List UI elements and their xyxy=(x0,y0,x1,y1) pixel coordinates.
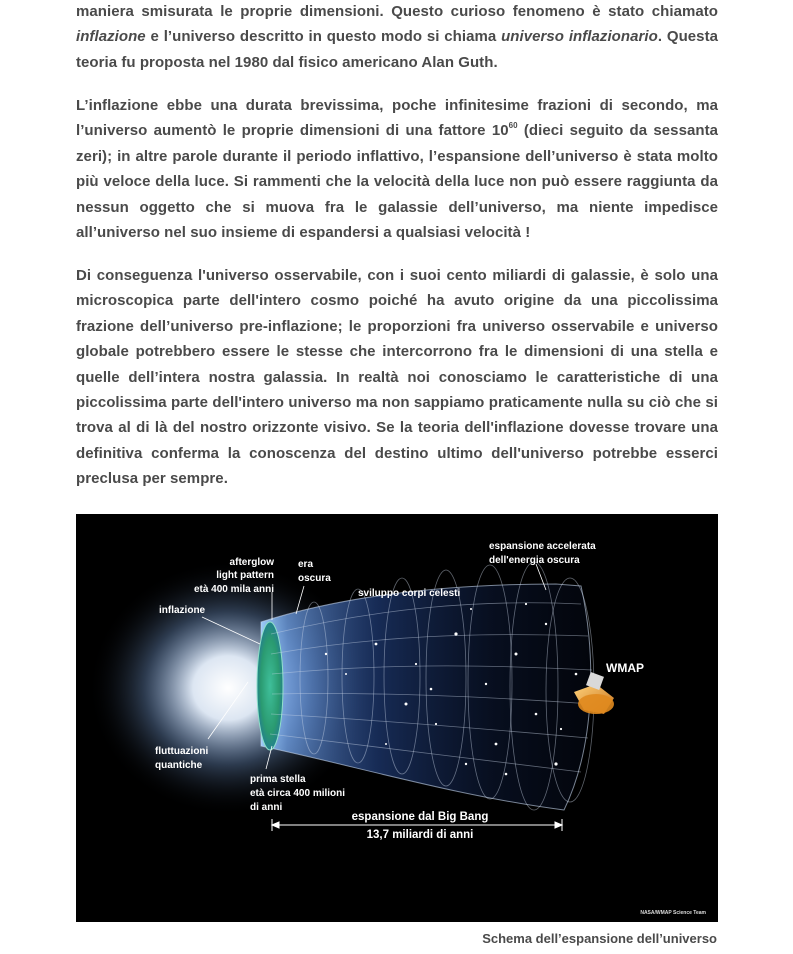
text-run: . Questa teoria fu proposta nel 1980 dal fisico americano Alan Guth. xyxy=(76,28,719,71)
emphasis-inflazione: inflazione xyxy=(76,28,146,46)
figure-caption: Schema dell’espansione dell’universo xyxy=(482,931,717,946)
label-afterglow: afterglow xyxy=(229,557,274,568)
label-era-oscura: oscura xyxy=(298,573,331,584)
label-fluttuazioni: fluttuazioni xyxy=(155,746,209,757)
text-run: e l’universo descritto in questo modo si chiama xyxy=(145,28,502,46)
diagram-canvas xyxy=(76,514,718,922)
label-eta-400-milioni: età circa 400 milioni xyxy=(250,788,346,799)
universe-expansion-diagram xyxy=(76,514,718,922)
label-espansione-accelerata: espansione accelerata xyxy=(489,541,596,552)
label-quantiche: quantiche xyxy=(155,760,203,771)
text-run: L’inflazione ebbe una durata brevissima, poche infinitesime frazioni di secondo, ma l’universo aumentò le proprie dimensioni di una fattore 10 xyxy=(76,97,718,140)
label-era: era xyxy=(298,559,314,570)
label-afterglow-age: età 400 mila anni xyxy=(193,584,274,595)
paragraph-observable-universe: Di conseguenza l'universo osservabile, con i suoi cento miliardi di galassie, è solo una microscopica parte dell'intero cosmo poiché ha avuto origine da una piccolissima frazione dell’universo pre-inflazione; le proporzioni fra universo osservabile e universo globale potrebbero essere le stesse che intercorrono fra le dimensioni di una stella e quelle dell’intera nostra galassia. In realtà noi conosciamo le caratteristiche di una piccolissima parte dell'intero universo ma non sappiamo praticamente nulla su ciò che si trova al di là del nostro orizzonte visivo. Se la teoria dell'inflazione dovesse trovare una definitiva conferma la conoscenza del destino ultimo dell'universo potrebbe esserci preclusa per sempre. xyxy=(76,267,718,488)
label-di-anni: di anni xyxy=(250,802,283,813)
exponent: 60 xyxy=(508,121,518,131)
label-prima-stella: prima stella xyxy=(250,774,306,785)
label-wmap: WMAP xyxy=(606,661,644,675)
emphasis-universo-inflazionario: universo inflazionario xyxy=(501,28,658,46)
text-run: maniera smisurata le proprie dimensioni. Questo curioso fenomeno è stato chiamato xyxy=(76,3,718,20)
cmb-afterglow-ring xyxy=(257,622,283,750)
label-image-credit: NASA/WMAP Science Team xyxy=(640,910,706,916)
label-espansione-big-bang: espansione dal Big Bang xyxy=(351,811,489,823)
label-sviluppo-corpi-celesti: sviluppo corpi celesti xyxy=(358,588,461,599)
paragraph-inflation-intro xyxy=(76,0,718,75)
label-afterglow-light-pattern: light pattern xyxy=(216,570,274,581)
label-13-7-miliardi: 13,7 miliardi di anni xyxy=(366,829,474,841)
paragraph-inflation-duration xyxy=(76,93,718,245)
label-energia-oscura: dell'energia oscura xyxy=(489,555,580,566)
label-inflazione: inflazione xyxy=(159,605,206,616)
text-run: (dieci seguito da sessanta zeri); in altre parole durante il periodo inflattivo, l’espansione dell’universo è stata molto più veloce della luce. Si rammenti che la velocità della luce non può essere raggiunta da nessun oggetto che si muova fra le galassie dell’universo, ma niente impedisce all’universo nel suo insieme di espandersi a qualsiasi velocità ! xyxy=(76,122,719,242)
